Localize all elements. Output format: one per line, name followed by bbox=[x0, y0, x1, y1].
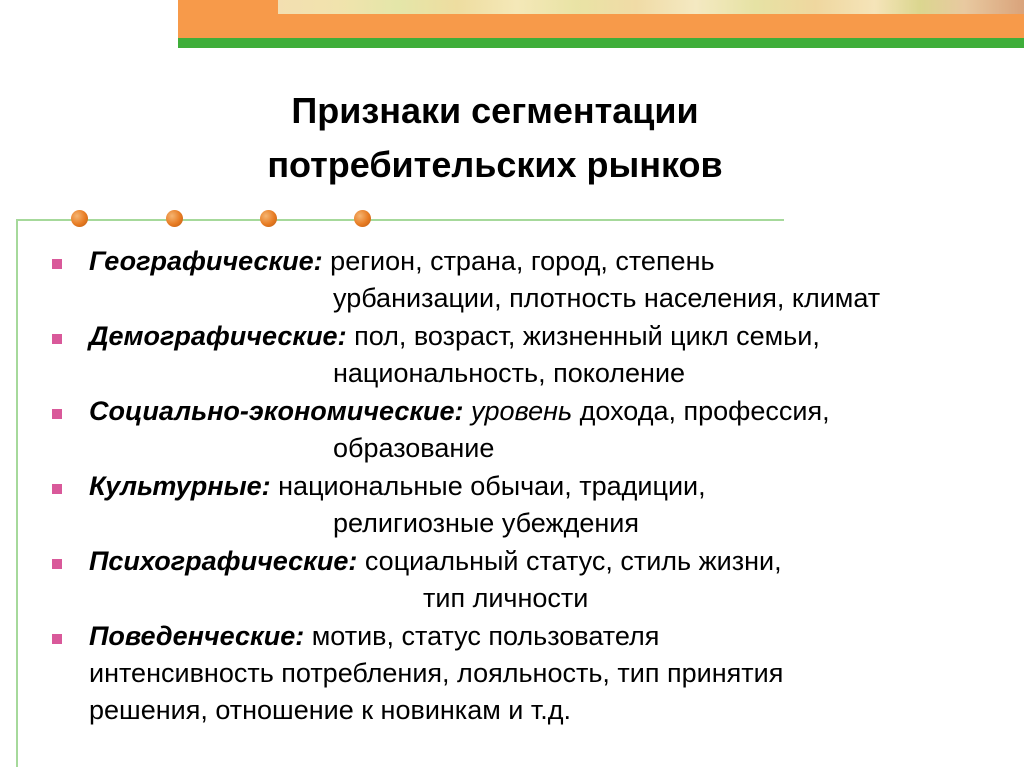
item-colon: : bbox=[313, 246, 323, 276]
item-keyword: Поведенческие bbox=[89, 621, 296, 651]
top-banner bbox=[178, 0, 1024, 48]
segmentation-criteria-list bbox=[52, 243, 1012, 729]
item-text-continued: урбанизации, плотность населения, климат bbox=[333, 283, 881, 313]
item-text-continued: решения, отношение к новинкам и т.д. bbox=[89, 695, 572, 725]
slide-title bbox=[0, 84, 990, 192]
banner-photo-strip bbox=[278, 0, 1024, 14]
item-keyword: Социально-экономические: bbox=[89, 396, 464, 426]
item-text: пол, возраст, жизненный цикл семьи, bbox=[346, 321, 820, 351]
item-text: мотив, статус пользователя bbox=[304, 621, 660, 651]
orange-dot-icon bbox=[71, 210, 88, 227]
item-italic-word: уровень bbox=[463, 396, 573, 426]
slide-title-line-2: потребительских рынков bbox=[267, 144, 723, 185]
item-text-continued: образование bbox=[333, 433, 495, 463]
item-text-continued: тип личности bbox=[423, 583, 589, 613]
list-item-socio-economic bbox=[52, 393, 1012, 467]
item-keyword: Психографические bbox=[89, 546, 349, 576]
item-text-continued: национальность, поколение bbox=[333, 358, 686, 388]
item-keyword: Культурные: bbox=[89, 471, 271, 501]
orange-dot-icon bbox=[260, 210, 277, 227]
horizontal-divider bbox=[16, 219, 784, 221]
list-item-geographic bbox=[52, 243, 1012, 317]
list-item-behavioral bbox=[52, 618, 1012, 729]
item-colon: : bbox=[295, 621, 305, 651]
item-keyword: Географические bbox=[89, 246, 314, 276]
orange-dot-icon bbox=[354, 210, 371, 227]
item-text: регион, страна, город, степень bbox=[322, 246, 715, 276]
item-text: национальные обычаи, традиции, bbox=[270, 471, 706, 501]
item-colon: : bbox=[337, 321, 347, 351]
list-item-demographic bbox=[52, 318, 1012, 392]
slide-title-line-1: Признаки сегментации bbox=[291, 90, 699, 131]
item-text-continued: интенсивность потребления, лояльность, тип принятия bbox=[89, 658, 784, 688]
item-text-continued: религиозные убеждения bbox=[333, 508, 639, 538]
list-item-psychographic bbox=[52, 543, 1012, 617]
item-text: социальный статус, стиль жизни, bbox=[357, 546, 782, 576]
list-item-cultural bbox=[52, 468, 1012, 542]
item-keyword: Демографические bbox=[89, 321, 338, 351]
item-text: дохода, профессия, bbox=[572, 396, 830, 426]
item-colon: : bbox=[348, 546, 358, 576]
orange-dot-icon bbox=[166, 210, 183, 227]
banner-green-stripe bbox=[178, 38, 1024, 48]
vertical-divider bbox=[16, 219, 18, 767]
